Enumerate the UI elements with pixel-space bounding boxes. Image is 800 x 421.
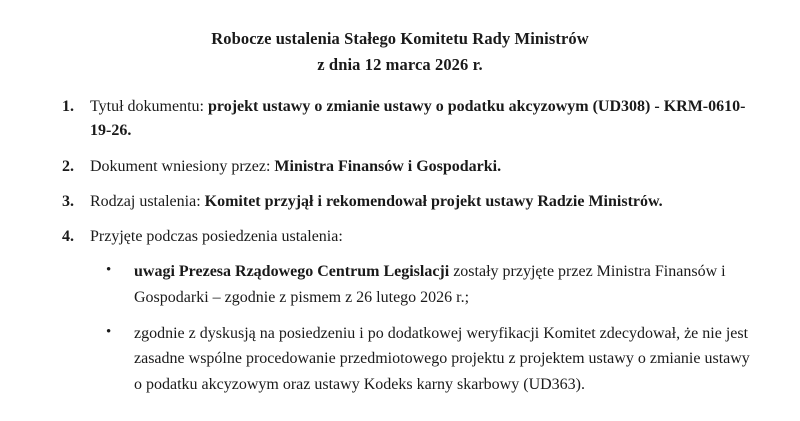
- bullet-glyph-icon: •: [106, 323, 112, 340]
- numbered-list: [44, 95, 756, 398]
- list-item-number: 3.: [62, 193, 74, 211]
- list-item-adopted-findings: [44, 225, 756, 398]
- document-title-line-1: Robocze ustalenia Stałego Komitetu Rady Ministrów: [211, 29, 589, 48]
- document-title: [44, 26, 756, 77]
- list-item-label: Przyjęte podczas posiedzenia ustalenia:: [90, 228, 343, 246]
- bullet-text: zgodnie z dyskusją na posiedzeniu i po dodatkowej weryfikacji Komitet zdecydował, że nie jest zasadne wspólne procedowanie przedmiotowego projektu z projektem ustawy o zmianie ustawy o podatku akcyzowym oraz ustawy Kodeks karny skarbowy (UD363).: [134, 324, 750, 394]
- bullet-text: zostały przyjęte przez Ministra Finansów i Gospodarki – zgodnie z pismem z 26 lutego 2026 r.;: [134, 262, 726, 306]
- list-item-label: Tytuł dokumentu:: [90, 98, 204, 116]
- list-item-label: Rodzaj ustalenia:: [90, 193, 201, 211]
- list-item-number: 2.: [62, 157, 74, 175]
- bullet-item-legislation-centre: [90, 259, 756, 311]
- list-item-submitted-by: [44, 155, 756, 179]
- list-item-label: Dokument wniesiony przez:: [90, 157, 271, 175]
- list-item-value: projekt ustawy o zmianie ustawy o podatku akcyzowym (UD308) - KRM-0610-19-26.: [90, 98, 746, 140]
- document-title-line-2: z dnia 12 marca 2026 r.: [317, 54, 483, 74]
- list-item-number: 1.: [62, 98, 74, 116]
- list-item-title: [44, 95, 756, 144]
- bullet-list: [90, 259, 756, 399]
- bullet-glyph-icon: •: [106, 261, 112, 278]
- bullet-bold-text: uwagi Prezesa Rządowego Centrum Legislacji: [134, 262, 450, 280]
- list-item-number: 4.: [62, 228, 74, 246]
- list-item-value: Ministra Finansów i Gospodarki.: [274, 157, 502, 175]
- list-item-decision-type: [44, 190, 756, 214]
- list-item-value: Komitet przyjął i rekomendował projekt ustawy Radzie Ministrów.: [204, 193, 663, 211]
- bullet-item-joint-processing: [90, 321, 756, 399]
